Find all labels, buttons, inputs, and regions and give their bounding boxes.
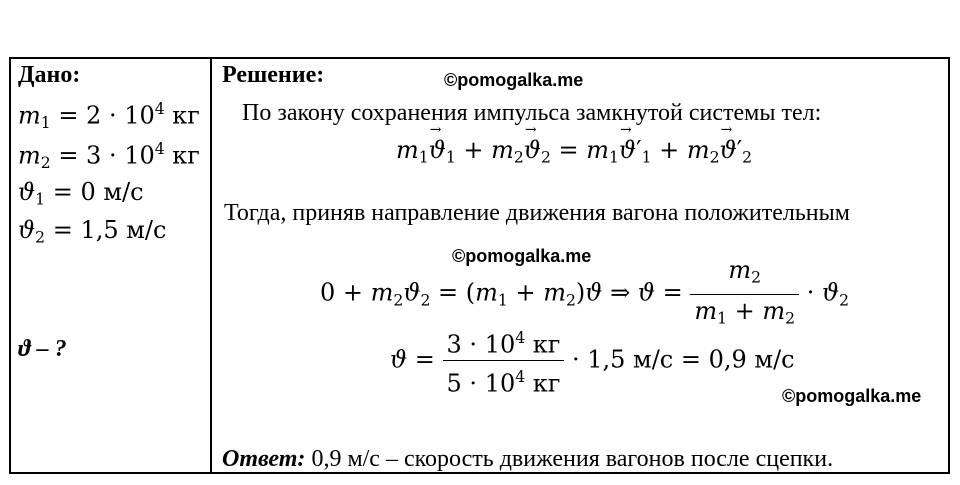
solution-heading: Решение: — [222, 62, 325, 88]
numeric-calculation: ϑ = $\frac{3 \cdot 10^4 кг}{5 \cdot 10^4 кг}$ · 1,5 м/с = 0,9 м/с — [390, 322, 795, 400]
law-text: По закону сохранения импульса замкнутой системы тел: — [242, 100, 822, 126]
watermark-1: ©pomogalka.me — [444, 70, 584, 90]
column-divider — [210, 57, 212, 474]
velocity-derivation: $0 + m_2ϑ_2 = (m_1 + m_2)ϑ$ ⇒ ϑ = $\frac{m_2}{m_1 + m_2}$ · $ϑ_2$ — [320, 254, 849, 334]
momentum-equation: $m_1\to ϑ_1 + m_2\to ϑ_2 = m_1\to ϑ'_1 + m_2\to ϑ'_2$ — [396, 136, 752, 167]
given-heading: Дано: — [18, 62, 81, 88]
given-m1: $m_1 = 2 \cdot 10^4$ кг — [18, 100, 200, 133]
answer-line: Ответ: 0,9 м/с – скорость движения вагонов после сцепки. — [222, 446, 834, 472]
watermark-2: ©pomogalka.me — [452, 246, 592, 266]
given-m2: $m_2 = 3 \cdot 10^4$ кг — [18, 140, 200, 173]
watermark-3: ©pomogalka.me — [782, 386, 922, 406]
fraction-masses: $\frac{m_2}{m_1 + m_2}$ — [690, 254, 799, 334]
given-v1: $ϑ_1 = 0$ м/с — [18, 178, 144, 209]
then-text: Тогда, приняв направление движения вагона положительным — [224, 200, 850, 226]
given-v2: $ϑ_2 = 1,5$ м/с — [18, 216, 167, 247]
fraction-numeric: $\frac{3 \cdot 10^4 кг}{5 \cdot 10^4 кг}$ — [443, 322, 565, 400]
find-question: ϑ – ? — [18, 336, 67, 362]
